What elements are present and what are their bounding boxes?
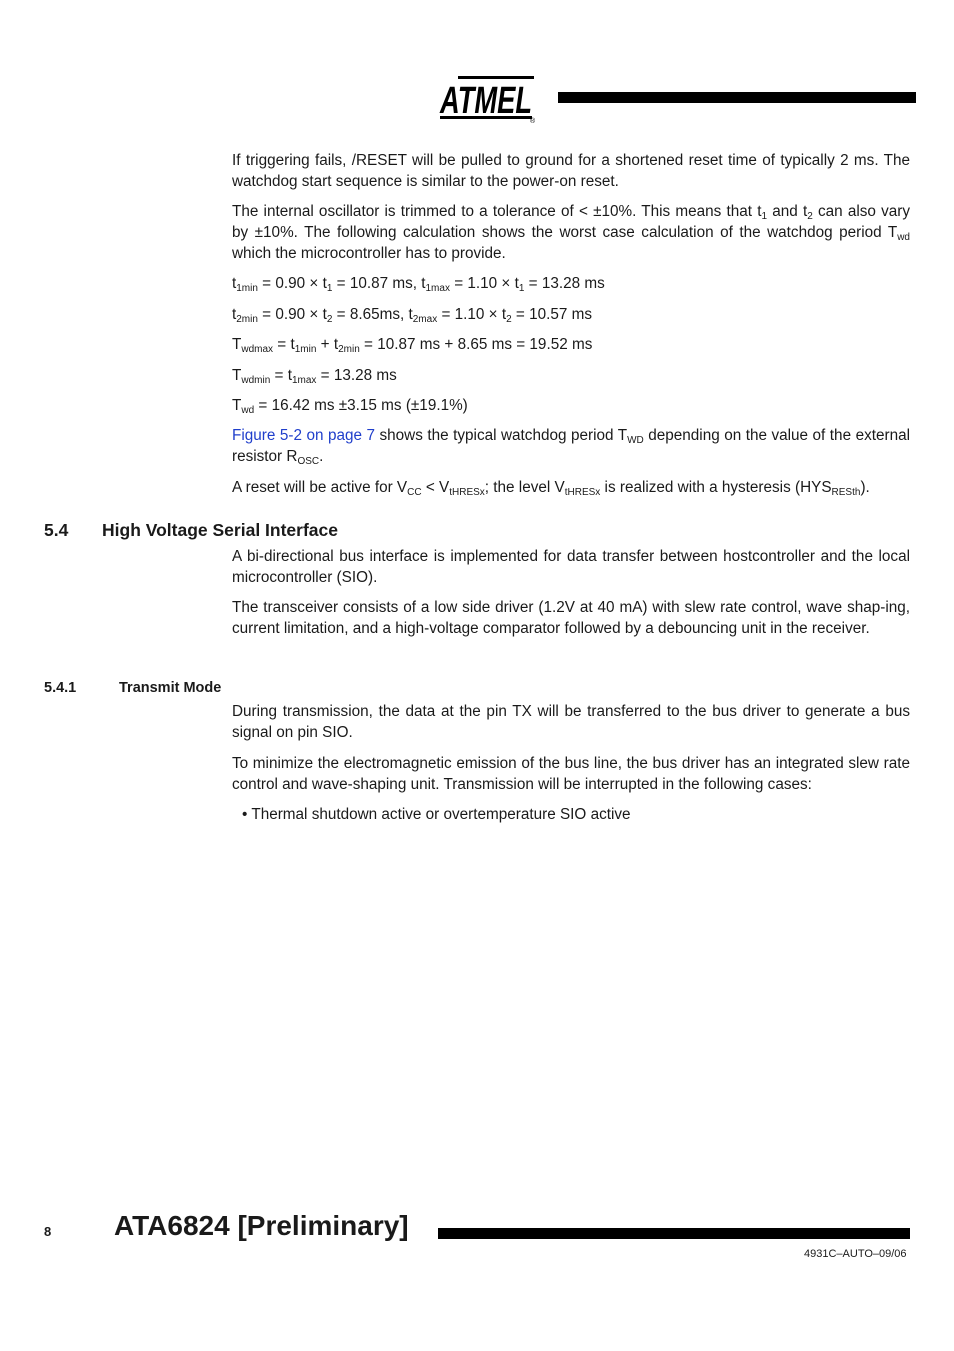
- paragraph-reset-level: A reset will be active for $V_{CC} < V_{tHRESx}$; the level $V_{tHRESx}$ is realized with a hysteresis $(HYS_{RESth})$.: [232, 479, 870, 498]
- page-number: 8: [44, 1224, 52, 1239]
- equation-t1: $t_{1min} = 0.90 \times t_1 = 10.87$ ms, $t_{1max} = 1.10 \times t_1 = 13.28$ ms: [232, 275, 605, 294]
- paragraph-bus-interface: A bi-directional bus interface is implemented for data transfer between hostcontroller and the local microcontroller (SIO).: [232, 548, 910, 586]
- subsection-title: Transmit Mode: [119, 680, 222, 696]
- equation-twdmin: $T_{wdmin} = t_{1max} = 13.28$ ms: [232, 367, 397, 386]
- section-title: High Voltage Serial Interface: [102, 520, 338, 540]
- registered-mark: ®: [530, 118, 536, 124]
- paragraph-reset: If triggering fails, /RESET will be pulled to ground for a shortened reset time of typically 2 ms. The watchdog start sequence is similar to the power-on reset.: [232, 152, 910, 190]
- equation-twd: $T_{wd} = 16.42$ ms ±3.15 ms (±19.1%): [232, 397, 468, 416]
- equation-twdmax: $T_{wdmax} = t_{1min} + t_{2min} = 10.87$ ms + 8.65 ms = 19.52 ms: [232, 336, 593, 355]
- document-code: 4931C–AUTO–09/06: [804, 1248, 907, 1260]
- paragraph-oscillator: The internal oscillator is trimmed to a tolerance of < ±10%. This means that $t_1$ and $t_2$ can also vary by ±10%. The following calculation shows the worst case calculation of the watchdog period $T_{wd}$ which the microcontroller has to provide.: [232, 203, 910, 262]
- paragraph-transceiver: The transceiver consists of a low side driver (1.2V at 40 mA) with slew rate control, wave shap-ing, current limitation, and a high-voltage comparator followed by a debouncing unit in the receiver.: [232, 599, 910, 637]
- figure-link[interactable]: Figure 5-2 on page 7: [232, 427, 376, 444]
- subsection-number: 5.4.1: [44, 680, 77, 696]
- header-rule: [558, 92, 916, 103]
- atmel-logo: [438, 72, 542, 124]
- paragraph-emission: To minimize the electromagnetic emission of the bus line, the bus driver has an integrated slew rate control and wave-shaping unit. Transmission will be interrupted in the following cases:: [232, 755, 910, 793]
- footer-rule: [438, 1228, 910, 1239]
- logo-text: ATMEL: [439, 80, 532, 122]
- list-item: • Thermal shutdown active or overtemperature SIO active: [242, 806, 631, 823]
- bullet-icon: •: [242, 806, 248, 823]
- section-number: 5.4: [44, 520, 69, 540]
- equation-t2: $t_{2min} = 0.90 \times t_2 = 8.65ms$, $t_{2max} = 1.10 \times t_2 = 10.57$ ms: [232, 306, 593, 325]
- paragraph-transmission: During transmission, the data at the pin TX will be transferred to the bus driver to generate a bus signal on pin SIO.: [232, 703, 910, 741]
- document-title: ATA6824 [Preliminary]: [114, 1210, 409, 1241]
- paragraph-figure-ref: Figure 5-2 on page 7 shows the typical watchdog period $T_{WD}$ depending on the value of the external resistor $R_{OSC}$.: [232, 427, 910, 467]
